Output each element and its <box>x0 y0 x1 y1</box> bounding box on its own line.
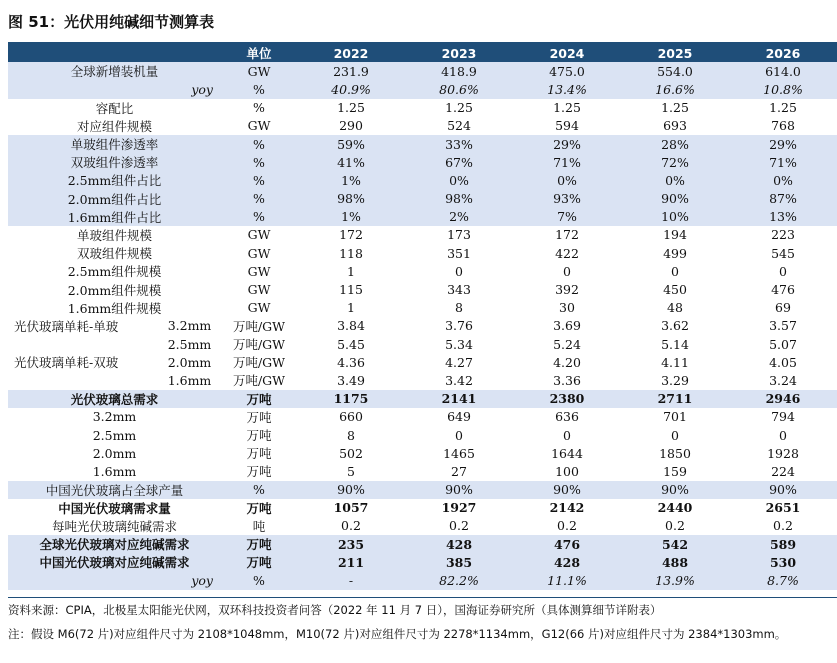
value-cell: 172 <box>555 227 579 243</box>
value-cell: 524 <box>447 118 471 134</box>
row-label: 单玻组件渗透率 <box>8 135 221 153</box>
value-cell: 80.6% <box>405 80 513 98</box>
unit-cell: 万吨 <box>221 553 297 571</box>
value-cell: 614.0 <box>729 62 837 80</box>
value-cell: 1.25 <box>769 100 797 116</box>
value-cell: 59% <box>297 135 405 153</box>
value-cell: 3.57 <box>769 318 797 334</box>
unit-cell: % <box>221 80 297 98</box>
value-cell: 1.25 <box>337 100 365 116</box>
table-row <box>8 80 837 98</box>
value-cell: 343 <box>447 282 471 298</box>
row-label: 1.6mm <box>92 463 137 479</box>
value-cell: 2440 <box>657 500 693 516</box>
unit-cell: 万吨 <box>246 464 272 480</box>
value-cell: 29% <box>729 135 837 153</box>
value-cell: 3.84 <box>337 318 365 334</box>
table-row <box>8 535 837 553</box>
sub-label: 1.6mm <box>167 372 212 388</box>
value-cell: 4.20 <box>553 354 581 370</box>
value-cell: 418.9 <box>405 62 513 80</box>
table-row <box>8 62 837 80</box>
row-label: 双玻组件规模 <box>76 246 152 262</box>
value-cell: 72% <box>621 153 729 171</box>
value-cell: 660 <box>339 409 363 425</box>
row-label: 2.5mm <box>92 427 137 443</box>
table-row <box>8 299 837 317</box>
value-cell: 224 <box>771 463 795 479</box>
value-cell: 3.76 <box>445 318 473 334</box>
value-cell: 27 <box>451 463 467 479</box>
value-cell: 16.6% <box>621 80 729 98</box>
value-cell: 2142 <box>549 500 585 516</box>
unit-cell: % <box>221 153 297 171</box>
value-cell: 0 <box>671 263 679 279</box>
unit-cell: % <box>221 135 297 153</box>
value-cell: 90% <box>297 481 405 499</box>
unit-cell: 万吨/GW <box>232 373 286 389</box>
row-label: 每吨光伏玻璃纯碱需求 <box>51 518 177 534</box>
row-label: 中国光伏玻璃需求量 <box>58 500 171 516</box>
value-cell: 71% <box>729 153 837 171</box>
table-row <box>8 571 837 589</box>
value-cell: 0% <box>405 171 513 189</box>
value-cell: 13.9% <box>621 571 729 589</box>
value-cell: 1% <box>297 208 405 226</box>
calc-table <box>8 44 837 590</box>
value-cell: 0 <box>455 427 463 443</box>
value-cell: 290 <box>339 118 363 134</box>
value-cell: 428 <box>513 553 621 571</box>
header-cell: 单位 <box>221 44 297 62</box>
value-cell: 1644 <box>551 445 583 461</box>
header-cell: 2023 <box>405 44 513 62</box>
value-cell: 0 <box>671 427 679 443</box>
value-cell: 41% <box>297 153 405 171</box>
row-label: 全球新增装机量 <box>8 62 221 80</box>
value-cell: 475.0 <box>513 62 621 80</box>
table-row <box>8 444 837 462</box>
row-label: 3.2mm <box>92 409 137 425</box>
value-cell: 67% <box>405 153 513 171</box>
value-cell: 3.36 <box>553 372 581 388</box>
row-label: 2.0mm组件规模 <box>67 282 162 298</box>
value-cell: 87% <box>729 190 837 208</box>
unit-cell: GW <box>221 62 297 80</box>
value-cell: 8.7% <box>729 571 837 589</box>
row-label: 1.6mm组件占比 <box>8 208 221 226</box>
value-cell: 502 <box>339 445 363 461</box>
value-cell: 82.2% <box>405 571 513 589</box>
value-cell: 5.45 <box>337 336 365 352</box>
value-cell: 0.2 <box>557 518 577 534</box>
table-row <box>8 190 837 208</box>
value-cell: 554.0 <box>621 62 729 80</box>
value-cell: 542 <box>621 535 729 553</box>
value-cell: 0 <box>563 263 571 279</box>
value-cell: 636 <box>555 409 579 425</box>
source-note: 资料来源：CPIA，北极星太阳能光伏网，双环科技投资者问答（2022 年 11 月 7 日），国海证券研究所（具体测算细节详附表） <box>8 597 837 622</box>
row-label: 中国光伏玻璃对应纯碱需求 <box>8 553 221 571</box>
value-cell: 8 <box>455 300 463 316</box>
value-cell: 2141 <box>405 390 513 408</box>
row-label: 2.0mm <box>92 445 137 461</box>
value-cell: 7% <box>513 208 621 226</box>
value-cell: 2946 <box>729 390 837 408</box>
unit-cell: 万吨/GW <box>232 337 286 353</box>
value-cell: 1 <box>347 263 355 279</box>
table-row <box>8 153 837 171</box>
value-cell: 2651 <box>765 500 801 516</box>
value-cell: 235 <box>297 535 405 553</box>
row-label: 中国光伏玻璃占全球产量 <box>8 481 221 499</box>
row-label: 光伏玻璃总需求 <box>8 390 221 408</box>
value-cell: 3.29 <box>661 372 689 388</box>
value-cell: 90% <box>513 481 621 499</box>
value-cell: 768 <box>771 118 795 134</box>
value-cell: 33% <box>405 135 513 153</box>
value-cell: 159 <box>663 463 687 479</box>
value-cell: 1% <box>297 171 405 189</box>
table-row <box>8 499 837 517</box>
value-cell: 1 <box>347 300 355 316</box>
unit-cell: % <box>221 481 297 499</box>
assumption-note: 注：假设 M6(72 片)对应组件尺寸为 2108*1048mm，M10(72 片)对应组件尺寸为 2278*1134mm，G12(66 片)对应组件尺寸为 2384*1303mm。 <box>8 627 787 641</box>
value-cell: 0 <box>455 263 463 279</box>
table-row <box>8 99 837 117</box>
table-row <box>8 262 837 280</box>
unit-cell: GW <box>247 227 271 243</box>
value-cell: 10% <box>621 208 729 226</box>
value-cell: 422 <box>555 245 579 261</box>
value-cell: 2380 <box>513 390 621 408</box>
row-label: 2.0mm组件占比 <box>8 190 221 208</box>
value-cell: 98% <box>405 190 513 208</box>
value-cell: 1465 <box>443 445 475 461</box>
row-label: yoy <box>8 571 221 589</box>
value-cell: 13% <box>729 208 837 226</box>
value-cell: 5.07 <box>769 336 797 352</box>
value-cell: 392 <box>555 282 579 298</box>
value-cell: 450 <box>663 282 687 298</box>
unit-cell: % <box>221 171 297 189</box>
value-cell: 90% <box>621 190 729 208</box>
value-cell: 0% <box>513 171 621 189</box>
table-row <box>8 335 837 353</box>
table-row <box>8 317 837 335</box>
value-cell: 4.36 <box>337 354 365 370</box>
value-cell: 118 <box>339 245 363 261</box>
table-row <box>8 426 837 444</box>
unit-cell: GW <box>247 118 271 134</box>
value-cell: 5.34 <box>445 336 473 352</box>
row-label: 容配比 <box>95 100 134 116</box>
sub-label: 2.5mm <box>167 336 212 352</box>
value-cell: 10.8% <box>729 80 837 98</box>
unit-cell: 万吨 <box>246 428 272 444</box>
table-row <box>8 135 837 153</box>
value-cell: 0.2 <box>341 518 361 534</box>
row-label: 光伏玻璃单耗-双玻 <box>14 355 119 371</box>
value-cell: 11.1% <box>513 571 621 589</box>
value-cell: 0% <box>729 171 837 189</box>
value-cell: 1057 <box>333 500 369 516</box>
value-cell: 1.25 <box>445 100 473 116</box>
unit-cell: 万吨/GW <box>232 318 286 334</box>
unit-cell: % <box>221 190 297 208</box>
value-cell: 28% <box>621 135 729 153</box>
value-cell: 476 <box>771 282 795 298</box>
value-cell: 3.42 <box>445 372 473 388</box>
row-label: 单玻组件规模 <box>76 227 152 243</box>
row-label: 光伏玻璃单耗-单玻 <box>14 318 119 334</box>
row-label: 2.5mm组件占比 <box>8 171 221 189</box>
value-cell: - <box>297 571 405 589</box>
table-row <box>8 244 837 262</box>
sub-label: 2.0mm <box>167 354 212 370</box>
notes <box>8 597 837 646</box>
value-cell: 1.25 <box>661 100 689 116</box>
value-cell: 0 <box>779 263 787 279</box>
value-cell: 5 <box>347 463 355 479</box>
table-row <box>8 462 837 480</box>
value-cell: 545 <box>771 245 795 261</box>
header-cell: 2024 <box>513 44 621 62</box>
row-label: 双玻组件渗透率 <box>8 153 221 171</box>
table-row <box>8 117 837 135</box>
unit-cell: % <box>221 208 297 226</box>
value-cell: 4.11 <box>661 354 689 370</box>
value-cell: 0% <box>621 171 729 189</box>
unit-cell: 吨 <box>252 518 266 534</box>
unit-cell: % <box>221 571 297 589</box>
value-cell: 428 <box>405 535 513 553</box>
value-cell: 100 <box>555 463 579 479</box>
unit-cell: 万吨 <box>246 446 272 462</box>
table-row <box>8 208 837 226</box>
table-row <box>8 481 837 499</box>
value-cell: 98% <box>297 190 405 208</box>
value-cell: 3.62 <box>661 318 689 334</box>
value-cell: 69 <box>775 300 791 316</box>
value-cell: 1928 <box>767 445 799 461</box>
header-cell: 2026 <box>729 44 837 62</box>
figure-title: 图 51：光伏用纯碱细节测算表 <box>8 2 837 44</box>
value-cell: 173 <box>447 227 471 243</box>
value-cell: 385 <box>405 553 513 571</box>
table-row <box>8 390 837 408</box>
value-cell: 0.2 <box>773 518 793 534</box>
unit-cell: 万吨 <box>221 390 297 408</box>
value-cell: 90% <box>729 481 837 499</box>
value-cell: 194 <box>663 227 687 243</box>
value-cell: 649 <box>447 409 471 425</box>
value-cell: 90% <box>621 481 729 499</box>
value-cell: 488 <box>621 553 729 571</box>
value-cell: 3.24 <box>769 372 797 388</box>
table-row <box>8 44 837 62</box>
value-cell: 93% <box>513 190 621 208</box>
unit-cell: % <box>253 100 265 116</box>
header-cell: 2025 <box>621 44 729 62</box>
value-cell: 5.24 <box>553 336 581 352</box>
row-label: 2.5mm组件规模 <box>67 264 162 280</box>
row-label: 全球光伏玻璃对应纯碱需求 <box>8 535 221 553</box>
table-row <box>8 171 837 189</box>
value-cell: 30 <box>559 300 575 316</box>
value-cell: 29% <box>513 135 621 153</box>
unit-cell: 万吨/GW <box>232 355 286 371</box>
table-row <box>8 226 837 244</box>
header-cell <box>8 44 221 62</box>
table-row <box>8 553 837 571</box>
unit-cell: GW <box>247 300 271 316</box>
value-cell: 351 <box>447 245 471 261</box>
value-cell: 0.2 <box>449 518 469 534</box>
value-cell: 594 <box>555 118 579 134</box>
value-cell: 13.4% <box>513 80 621 98</box>
value-cell: 223 <box>771 227 795 243</box>
unit-cell: GW <box>247 263 271 279</box>
value-cell: 530 <box>729 553 837 571</box>
value-cell: 2% <box>405 208 513 226</box>
value-cell: 589 <box>729 535 837 553</box>
value-cell: 701 <box>663 409 687 425</box>
unit-cell: 万吨 <box>221 535 297 553</box>
header-cell: 2022 <box>297 44 405 62</box>
unit-cell: 万吨 <box>246 409 272 425</box>
unit-cell: GW <box>247 282 271 298</box>
value-cell: 794 <box>771 409 795 425</box>
value-cell: 48 <box>667 300 683 316</box>
value-cell: 71% <box>513 153 621 171</box>
value-cell: 1850 <box>659 445 691 461</box>
value-cell: 3.69 <box>553 318 581 334</box>
value-cell: 1175 <box>297 390 405 408</box>
row-label: 1.6mm组件规模 <box>67 300 162 316</box>
value-cell: 4.27 <box>445 354 473 370</box>
table-row <box>8 280 837 298</box>
value-cell: 0.2 <box>665 518 685 534</box>
sub-label: 3.2mm <box>167 318 212 334</box>
value-cell: 5.14 <box>661 336 689 352</box>
value-cell: 231.9 <box>297 62 405 80</box>
table-row <box>8 408 837 426</box>
value-cell: 476 <box>513 535 621 553</box>
unit-cell: GW <box>247 245 271 261</box>
value-cell: 1.25 <box>553 100 581 116</box>
value-cell: 4.05 <box>769 354 797 370</box>
value-cell: 115 <box>339 282 363 298</box>
unit-cell: 万吨 <box>246 500 272 516</box>
value-cell: 499 <box>663 245 687 261</box>
value-cell: 8 <box>347 427 355 443</box>
value-cell: 1927 <box>441 500 477 516</box>
value-cell: 2711 <box>621 390 729 408</box>
value-cell: 172 <box>339 227 363 243</box>
value-cell: 90% <box>405 481 513 499</box>
row-label: 对应组件规模 <box>76 118 152 134</box>
value-cell: 211 <box>297 553 405 571</box>
value-cell: 3.49 <box>337 372 365 388</box>
table-row <box>8 517 837 535</box>
row-label: yoy <box>8 80 221 98</box>
value-cell: 40.9% <box>297 80 405 98</box>
value-cell: 0 <box>779 427 787 443</box>
value-cell: 0 <box>563 427 571 443</box>
value-cell: 693 <box>663 118 687 134</box>
